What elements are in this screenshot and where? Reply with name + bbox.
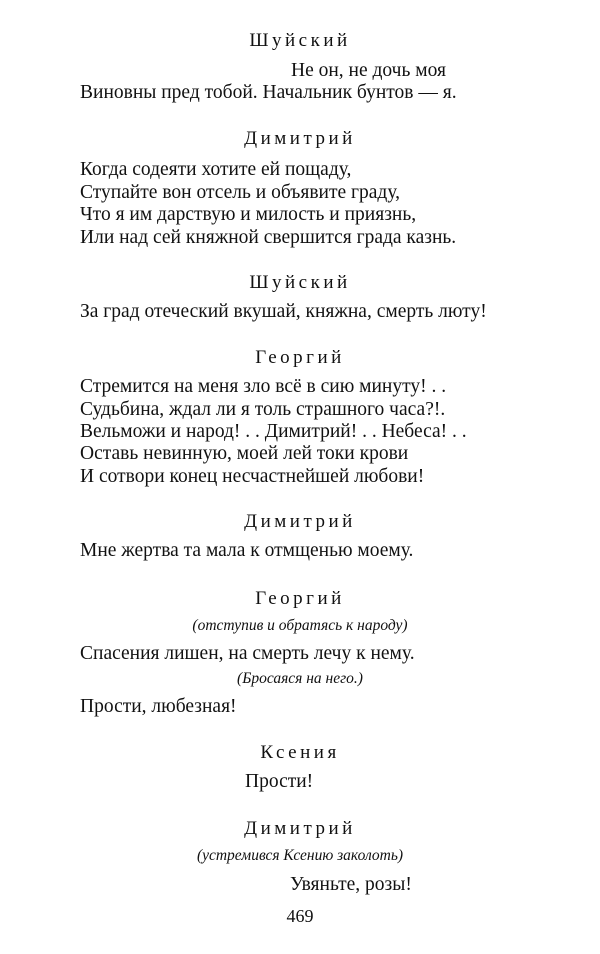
verse-line: Ступайте вон отсель и объявите граду,: [80, 182, 401, 203]
verse-line: Виновны пред тобой. Начальник бунтов — я.: [80, 82, 457, 103]
verse-line: За град отеческий вкушай, княжна, смерть люту!: [80, 301, 487, 322]
speaker-name: Георгий: [255, 588, 345, 609]
speaker-name: Георгий: [255, 347, 345, 368]
stage-direction: (устремився Ксению заколоть): [196, 847, 404, 864]
verse-line: Что я им дарствую и милость и приязнь,: [80, 204, 417, 225]
verse-line: Или над сей княжной свершится града казнь.: [80, 227, 457, 248]
speaker-name: Ксения: [260, 742, 340, 763]
speaker-name: Шуйский: [249, 272, 351, 293]
verse-line: Спасения лишен, на смерть лечу к нему.: [80, 643, 415, 664]
stage-direction: (Бросаяся на него.): [237, 670, 363, 687]
verse-line: Оставь невинную, моей лей токи крови: [80, 443, 409, 464]
speaker-name: Димитрий: [244, 511, 356, 532]
verse-line: И сотвори конец несчастнейшей любови!: [80, 466, 425, 487]
verse-line: Прости!: [245, 771, 314, 792]
verse-line: Не он, не дочь моя: [291, 60, 446, 81]
speaker-name: Шуйский: [249, 30, 351, 51]
verse-line: Стремится на меня зло всё в сию минуту! . .: [80, 376, 447, 397]
page-number: 469: [286, 906, 314, 926]
stage-direction: (отступив и обратясь к народу): [192, 617, 408, 634]
verse-line: Когда содеяти хотите ей пощаду,: [80, 159, 352, 180]
verse-line: Прости, любезная!: [80, 696, 237, 717]
verse-line: Вельможи и народ! . . Димитрий! . . Небеса! . .: [80, 421, 467, 442]
verse-line: Мне жертва та мала к отмщенью моему.: [80, 540, 414, 561]
speaker-name: Димитрий: [244, 818, 356, 839]
verse-line: Увяньте, розы!: [290, 874, 412, 895]
speaker-name: Димитрий: [244, 128, 356, 149]
verse-line: Судьбина, ждал ли я толь страшного часа?!.: [80, 399, 446, 420]
